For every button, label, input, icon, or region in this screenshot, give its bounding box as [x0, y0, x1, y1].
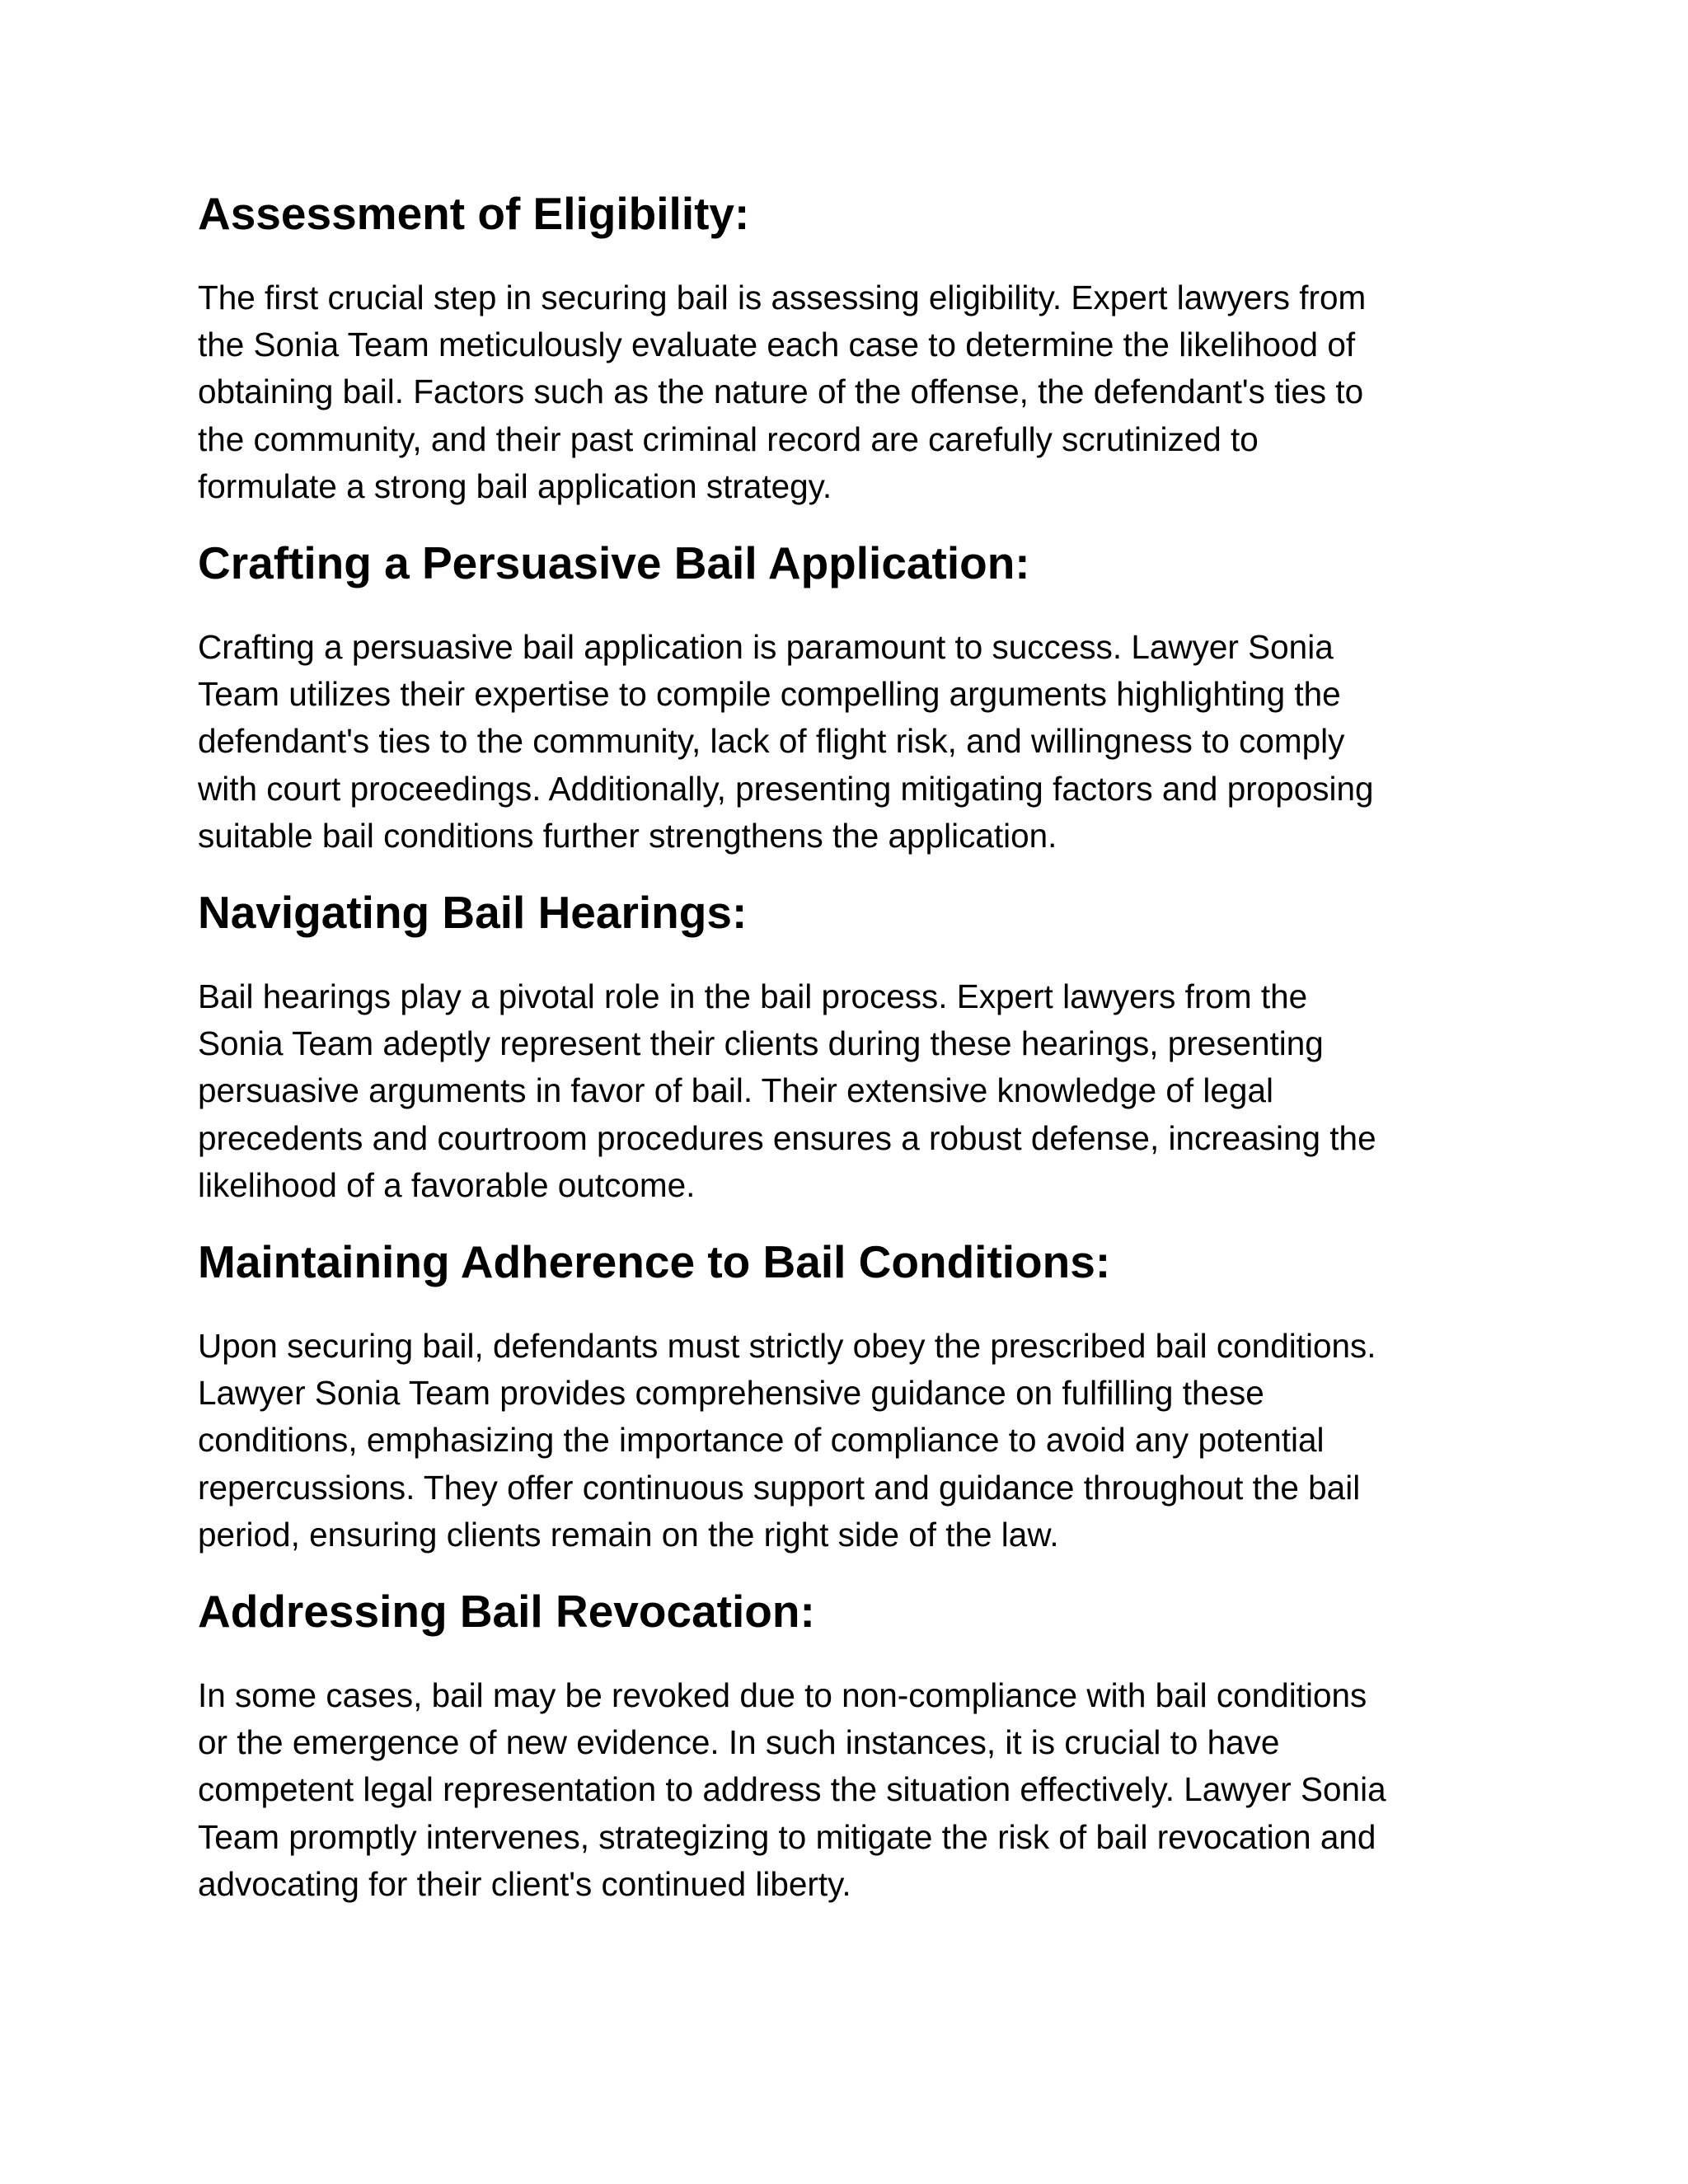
- paragraph-line: formulate a strong bail application strategy.: [198, 466, 832, 505]
- section-navigating-bail-hearings: [198, 885, 1517, 1209]
- paragraph-line: Team utilizes their expertise to compile compelling arguments highlighting the: [198, 675, 1341, 714]
- paragraph-line: period, ensuring clients remain on the right side of the law.: [198, 1515, 1059, 1554]
- paragraph-line: precedents and courtroom procedures ensures a robust defense, increasing the: [198, 1118, 1376, 1157]
- section-crafting-bail-application: [198, 536, 1517, 860]
- section-paragraph: [198, 624, 1517, 860]
- section-paragraph: [198, 1323, 1517, 1558]
- section-maintaining-adherence: [198, 1235, 1517, 1558]
- paragraph-line: Bail hearings play a pivotal role in the bail process. Expert lawyers from the: [198, 977, 1308, 1016]
- section-paragraph: [198, 1672, 1517, 1908]
- paragraph-line: The first crucial step in securing bail is assessing eligibility. Expert lawyers from: [198, 279, 1367, 316]
- paragraph-line: with court proceedings. Additionally, presenting mitigating factors and proposing: [198, 769, 1374, 808]
- paragraph-line: obtaining bail. Factors such as the nature of the offense, the defendant's ties to: [198, 373, 1364, 411]
- paragraph-line: In some cases, bail may be revoked due to non-compliance with bail conditions: [198, 1676, 1367, 1715]
- paragraph-line: Team promptly intervenes, strategizing to mitigate the risk of bail revocation and: [198, 1817, 1376, 1856]
- paragraph-line: or the emergence of new evidence. In such instances, it is crucial to have: [198, 1723, 1280, 1762]
- section-paragraph: [198, 274, 1517, 510]
- section-heading: Crafting a Persuasive Bail Application:: [198, 537, 1030, 589]
- paragraph-line: Crafting a persuasive bail application is paramount to success. Lawyer Sonia: [198, 628, 1334, 667]
- paragraph-line: Sonia Team adeptly represent their clients during these hearings, presenting: [198, 1024, 1324, 1063]
- paragraph-line: the Sonia Team meticulously evaluate each case to determine the likelihood of: [198, 326, 1356, 364]
- paragraph-line: Upon securing bail, defendants must strictly obey the prescribed bail conditions.: [198, 1327, 1376, 1366]
- section-heading: Addressing Bail Revocation:: [198, 1586, 815, 1638]
- paragraph-line: likelihood of a favorable outcome.: [198, 1165, 696, 1204]
- paragraph-line: the community, and their past criminal record are carefully scrutinized to: [198, 419, 1259, 458]
- section-heading: Assessment of Eligibility:: [198, 188, 750, 239]
- section-heading: Maintaining Adherence to Bail Conditions:: [198, 1236, 1111, 1288]
- paragraph-line: Lawyer Sonia Team provides comprehensive guidance on fulfilling these: [198, 1374, 1264, 1413]
- section-addressing-bail-revocation: [198, 1584, 1517, 1908]
- paragraph-line: competent legal representation to address the situation effectively. Lawyer Sonia: [198, 1770, 1386, 1809]
- paragraph-line: defendant's ties to the community, lack of flight risk, and willingness to comply: [198, 722, 1345, 761]
- paragraph-line: suitable bail conditions further strengthens the application.: [198, 816, 1057, 855]
- paragraph-line: conditions, emphasizing the importance of compliance to avoid any potential: [198, 1421, 1325, 1460]
- paragraph-line: repercussions. They offer continuous support and guidance throughout the bail: [198, 1468, 1361, 1507]
- paragraph-line: advocating for their client's continued liberty.: [198, 1864, 851, 1903]
- section-assessment-of-eligibility: [198, 186, 1517, 510]
- document-page: [198, 186, 1517, 1908]
- section-paragraph: [198, 973, 1517, 1209]
- paragraph-line: persuasive arguments in favor of bail. Their extensive knowledge of legal: [198, 1071, 1273, 1110]
- section-heading: Navigating Bail Hearings:: [198, 887, 748, 939]
